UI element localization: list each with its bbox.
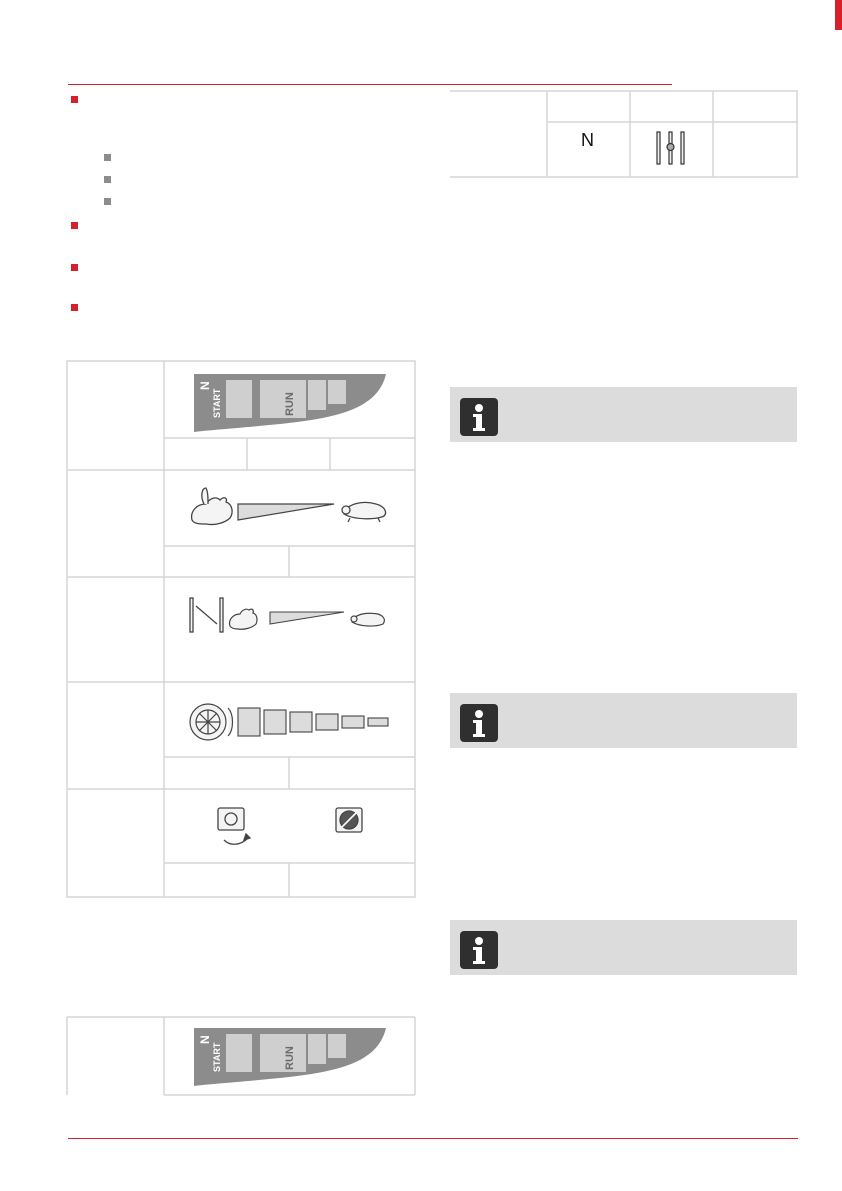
rabbit-icon [192, 488, 232, 525]
choke-speed-graphic [186, 594, 396, 640]
info-icon [460, 704, 498, 742]
turtle-icon [342, 502, 386, 522]
run-label: RUN [284, 1046, 296, 1070]
bullet-red [71, 222, 78, 229]
info-icon [460, 931, 498, 969]
operating-mode-table [450, 90, 798, 178]
speed-wedge [238, 504, 334, 520]
bullet-grey [104, 198, 111, 205]
start-label: START [212, 1042, 222, 1072]
engine-brake-off-icon [334, 806, 364, 836]
speed-step [316, 714, 338, 730]
neutral-marker: N [198, 1035, 212, 1044]
controls-table-continued [66, 1016, 416, 1096]
bullet-red [71, 304, 78, 311]
footer-rule [68, 1138, 798, 1139]
info-note [450, 693, 797, 748]
speed-range-graphic [186, 482, 396, 532]
bullet-red [71, 96, 78, 103]
neutral-marker: N [198, 381, 212, 390]
speed-step [238, 708, 260, 736]
control-panel-graphic [190, 1022, 390, 1088]
flywheel-icon [190, 704, 233, 740]
throttle-lever-icon [655, 130, 687, 166]
speed-step [290, 712, 312, 732]
info-icon [460, 398, 498, 436]
header-rule [68, 84, 672, 85]
neutral-symbol: N [581, 130, 594, 150]
rabbit-icon [230, 609, 257, 629]
speed-step [368, 718, 388, 726]
page-edge-marker [835, 0, 842, 30]
engine-brake-on-icon [216, 806, 256, 848]
speed-wedge [270, 612, 344, 624]
controls-table [66, 360, 416, 900]
turtle-icon [351, 613, 384, 626]
control-panel-graphic [190, 368, 390, 434]
bullet-grey [104, 154, 111, 161]
start-label: START [212, 388, 222, 418]
bullet-red [71, 264, 78, 271]
speed-step [264, 710, 286, 734]
flywheel-speed-graphic [186, 700, 396, 746]
speed-step [342, 716, 364, 728]
neutral-icon [581, 130, 594, 151]
info-note [450, 920, 797, 975]
choke-flap-icon [190, 598, 223, 632]
bullet-grey [104, 176, 111, 183]
info-note [450, 387, 797, 442]
run-label: RUN [284, 392, 296, 416]
